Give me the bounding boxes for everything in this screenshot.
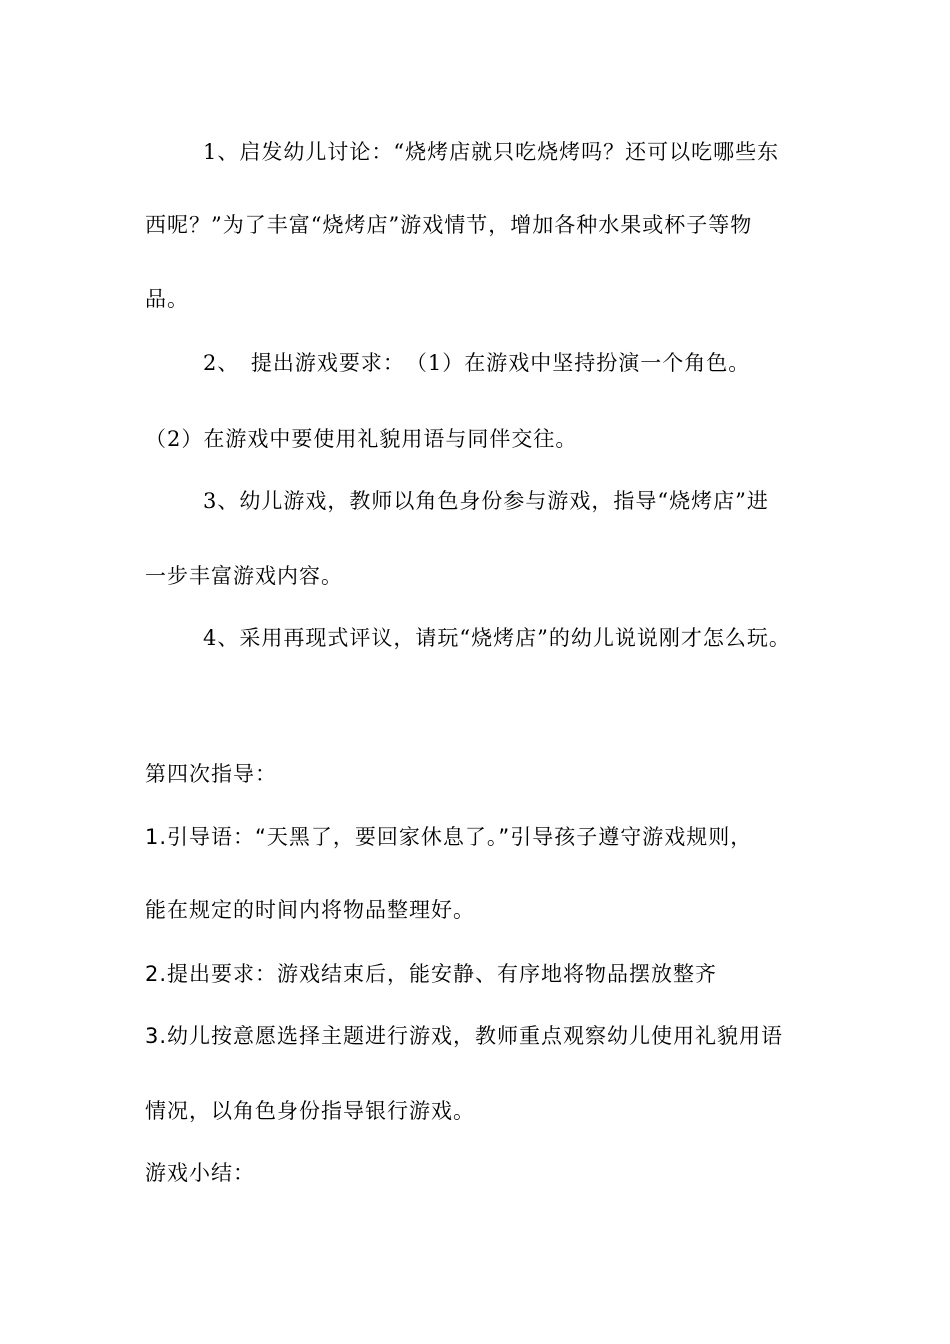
section-heading: 第四次指导： [145, 762, 277, 786]
paragraph-3-line-1: 3、幼儿游戏，教师以角色身份参与游戏，指导“烧烤店”进 [203, 489, 769, 513]
item-1-line-1: 1.引导语：“天黑了，要回家休息了。”引导孩子遵守游戏规则， [145, 825, 753, 849]
paragraph-2-line-1: 2、 提出游戏要求： （1）在游戏中坚持扮演一个角色。 [203, 351, 751, 375]
item-3-line-2: 情况，以角色身份指导银行游戏。 [145, 1099, 475, 1123]
paragraph-3-line-2: 一步丰富游戏内容。 [145, 564, 343, 588]
item-2-line-1: 2.提出要求：游戏结束后，能安静、有序地将物品摆放整齐 [145, 962, 718, 986]
item-1-line-2: 能在规定的时间内将物品整理好。 [145, 898, 475, 922]
paragraph-1-line-3: 品。 [145, 287, 189, 311]
summary-heading: 游戏小结： [145, 1161, 255, 1185]
item-3-line-1: 3.幼儿按意愿选择主题进行游戏，教师重点观察幼儿使用礼貌用语 [145, 1024, 784, 1048]
paragraph-1-line-1: 1、启发幼儿讨论：“烧烤店就只吃烧烤吗？还可以吃哪些东 [203, 140, 780, 164]
paragraph-1-line-2: 西呢？”为了丰富“烧烤店”游戏情节，增加各种水果或杯子等物 [145, 213, 753, 237]
paragraph-4-line-1: 4、采用再现式评议，请玩“烧烤店”的幼儿说说刚才怎么玩。 [203, 626, 791, 650]
paragraph-2-line-2: （2）在游戏中要使用礼貌用语与同伴交往。 [145, 427, 578, 451]
